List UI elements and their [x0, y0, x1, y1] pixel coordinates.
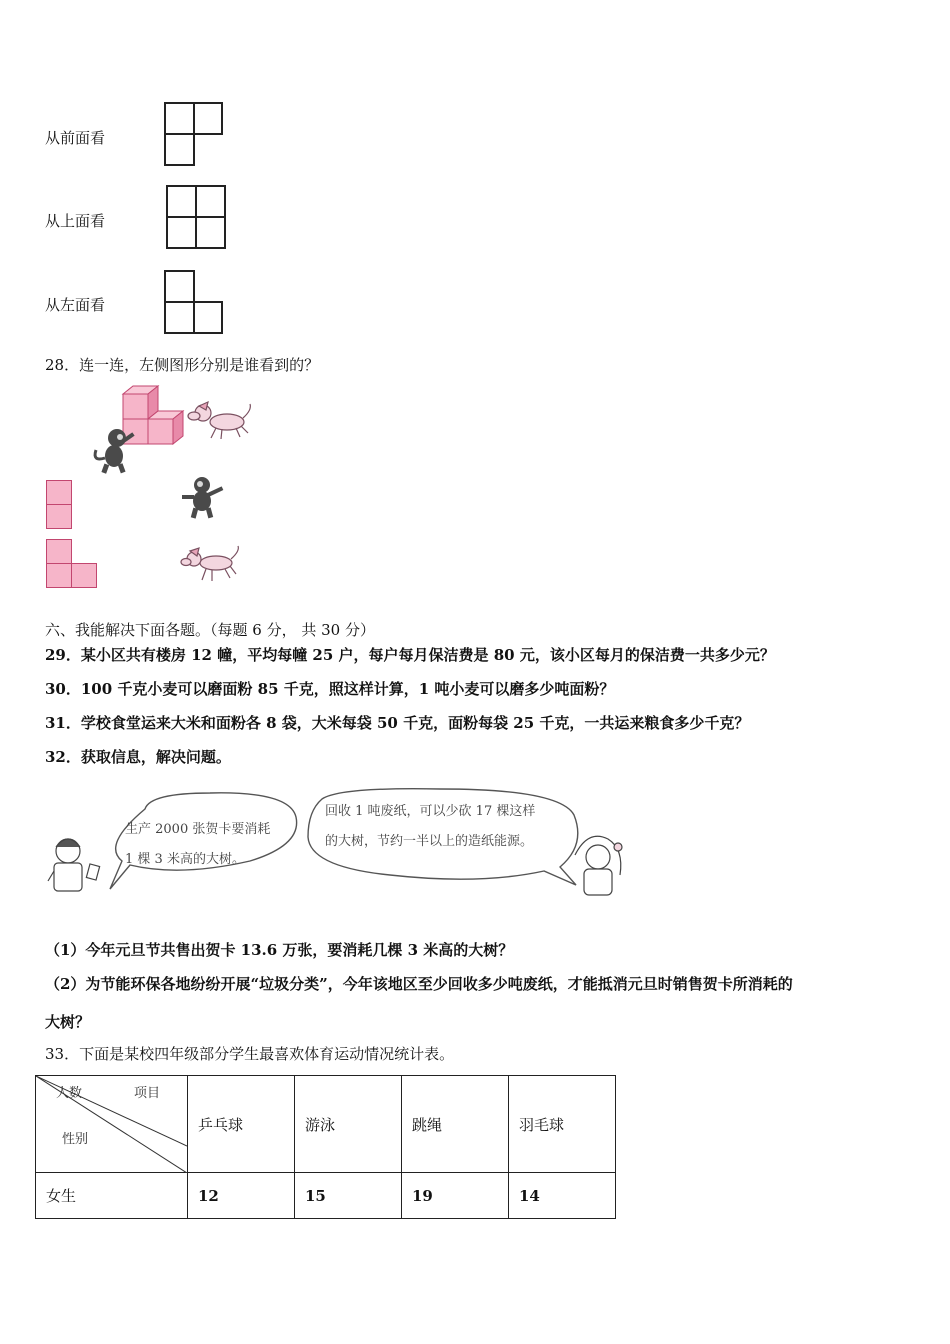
column-header: 乒乓球 — [188, 1076, 295, 1173]
row-label: 女生 — [36, 1173, 188, 1219]
q32-sub1: （1）今年元旦节共售出贺卡 13.6 万张，要消耗几棵 3 米高的大树？ — [45, 941, 514, 959]
q29-text: 29．某小区共有楼房 12 幢，平均每幢 25 户，每户每月保洁费是 80 元，该小区每月的保洁费一共多少元？ — [45, 646, 775, 664]
monkey-icon — [95, 429, 135, 474]
diagonal-header-cell — [36, 1076, 188, 1173]
answer-figure-column — [46, 480, 73, 530]
answer-figure-l-shape — [46, 539, 98, 589]
q30-text: 30．100 千克小麦可以磨面粉 85 千克，照这样计算，1 吨小麦可以磨多少吨面粉？ — [45, 680, 615, 698]
q32-sub2-line2: 大树？ — [45, 1013, 91, 1031]
q32-text: 32．获取信息，解决问题。 — [45, 748, 231, 766]
table-cell: 19 — [402, 1173, 509, 1219]
right-bubble-line-1: 回收 1 吨废纸，可以少砍 17 棵这样 — [325, 804, 536, 819]
q31-text: 31．学校食堂运来大米和面粉各 8 袋，大米每袋 50 千克，面粉每袋 25 千克，一共运来粮食多少千克？ — [45, 714, 750, 732]
sports-stats-table — [35, 1075, 616, 1219]
column-header: 游泳 — [295, 1076, 402, 1173]
view-label-left: 从左面看 — [45, 296, 106, 314]
left-view-figure — [164, 270, 224, 334]
boy-icon — [48, 839, 100, 891]
column-header: 跳绳 — [402, 1076, 509, 1173]
view-label-top: 从上面看 — [45, 212, 106, 230]
dog-icon — [180, 543, 242, 589]
header-label-item: 项目 — [134, 1086, 161, 1101]
table-cell: 12 — [188, 1173, 295, 1219]
column-header: 羽毛球 — [509, 1076, 616, 1173]
table-cell: 15 — [295, 1173, 402, 1219]
section-6-title: 六、我能解决下面各题。（每题 6 分， 共 30 分） — [45, 621, 375, 639]
left-bubble-line-1: 生产 2000 张贺卡要消耗 — [125, 822, 271, 837]
right-bubble-line-2: 的大树，节约一半以上的造纸能源。 — [325, 834, 534, 849]
left-bubble-line-2: 1 棵 3 米高的大树。 — [125, 852, 245, 867]
header-label-gender: 性别 — [62, 1132, 89, 1147]
q32-sub2-line1: （2）为节能环保各地纷纷开展“垃圾分类”，今年该地区至少回收多少吨废纸，才能抵消元旦时销售贺卡所消耗的 — [45, 975, 793, 993]
header-label-count: 人数 — [56, 1086, 83, 1101]
cube-stack-illustration — [90, 380, 260, 475]
monkey-icon — [180, 475, 230, 521]
front-view-figure — [164, 102, 224, 166]
q28-text: 28．连一连，左侧图形分别是谁看到的？ — [45, 356, 320, 374]
view-label-front: 从前面看 — [45, 129, 106, 147]
table-cell: 14 — [509, 1173, 616, 1219]
q33-text: 33．下面是某校四年级部分学生最喜欢体育运动情况统计表。 — [45, 1045, 455, 1063]
dog-icon — [188, 402, 250, 439]
top-view-figure — [166, 185, 226, 249]
table-row — [36, 1173, 616, 1219]
girl-icon — [575, 836, 622, 895]
